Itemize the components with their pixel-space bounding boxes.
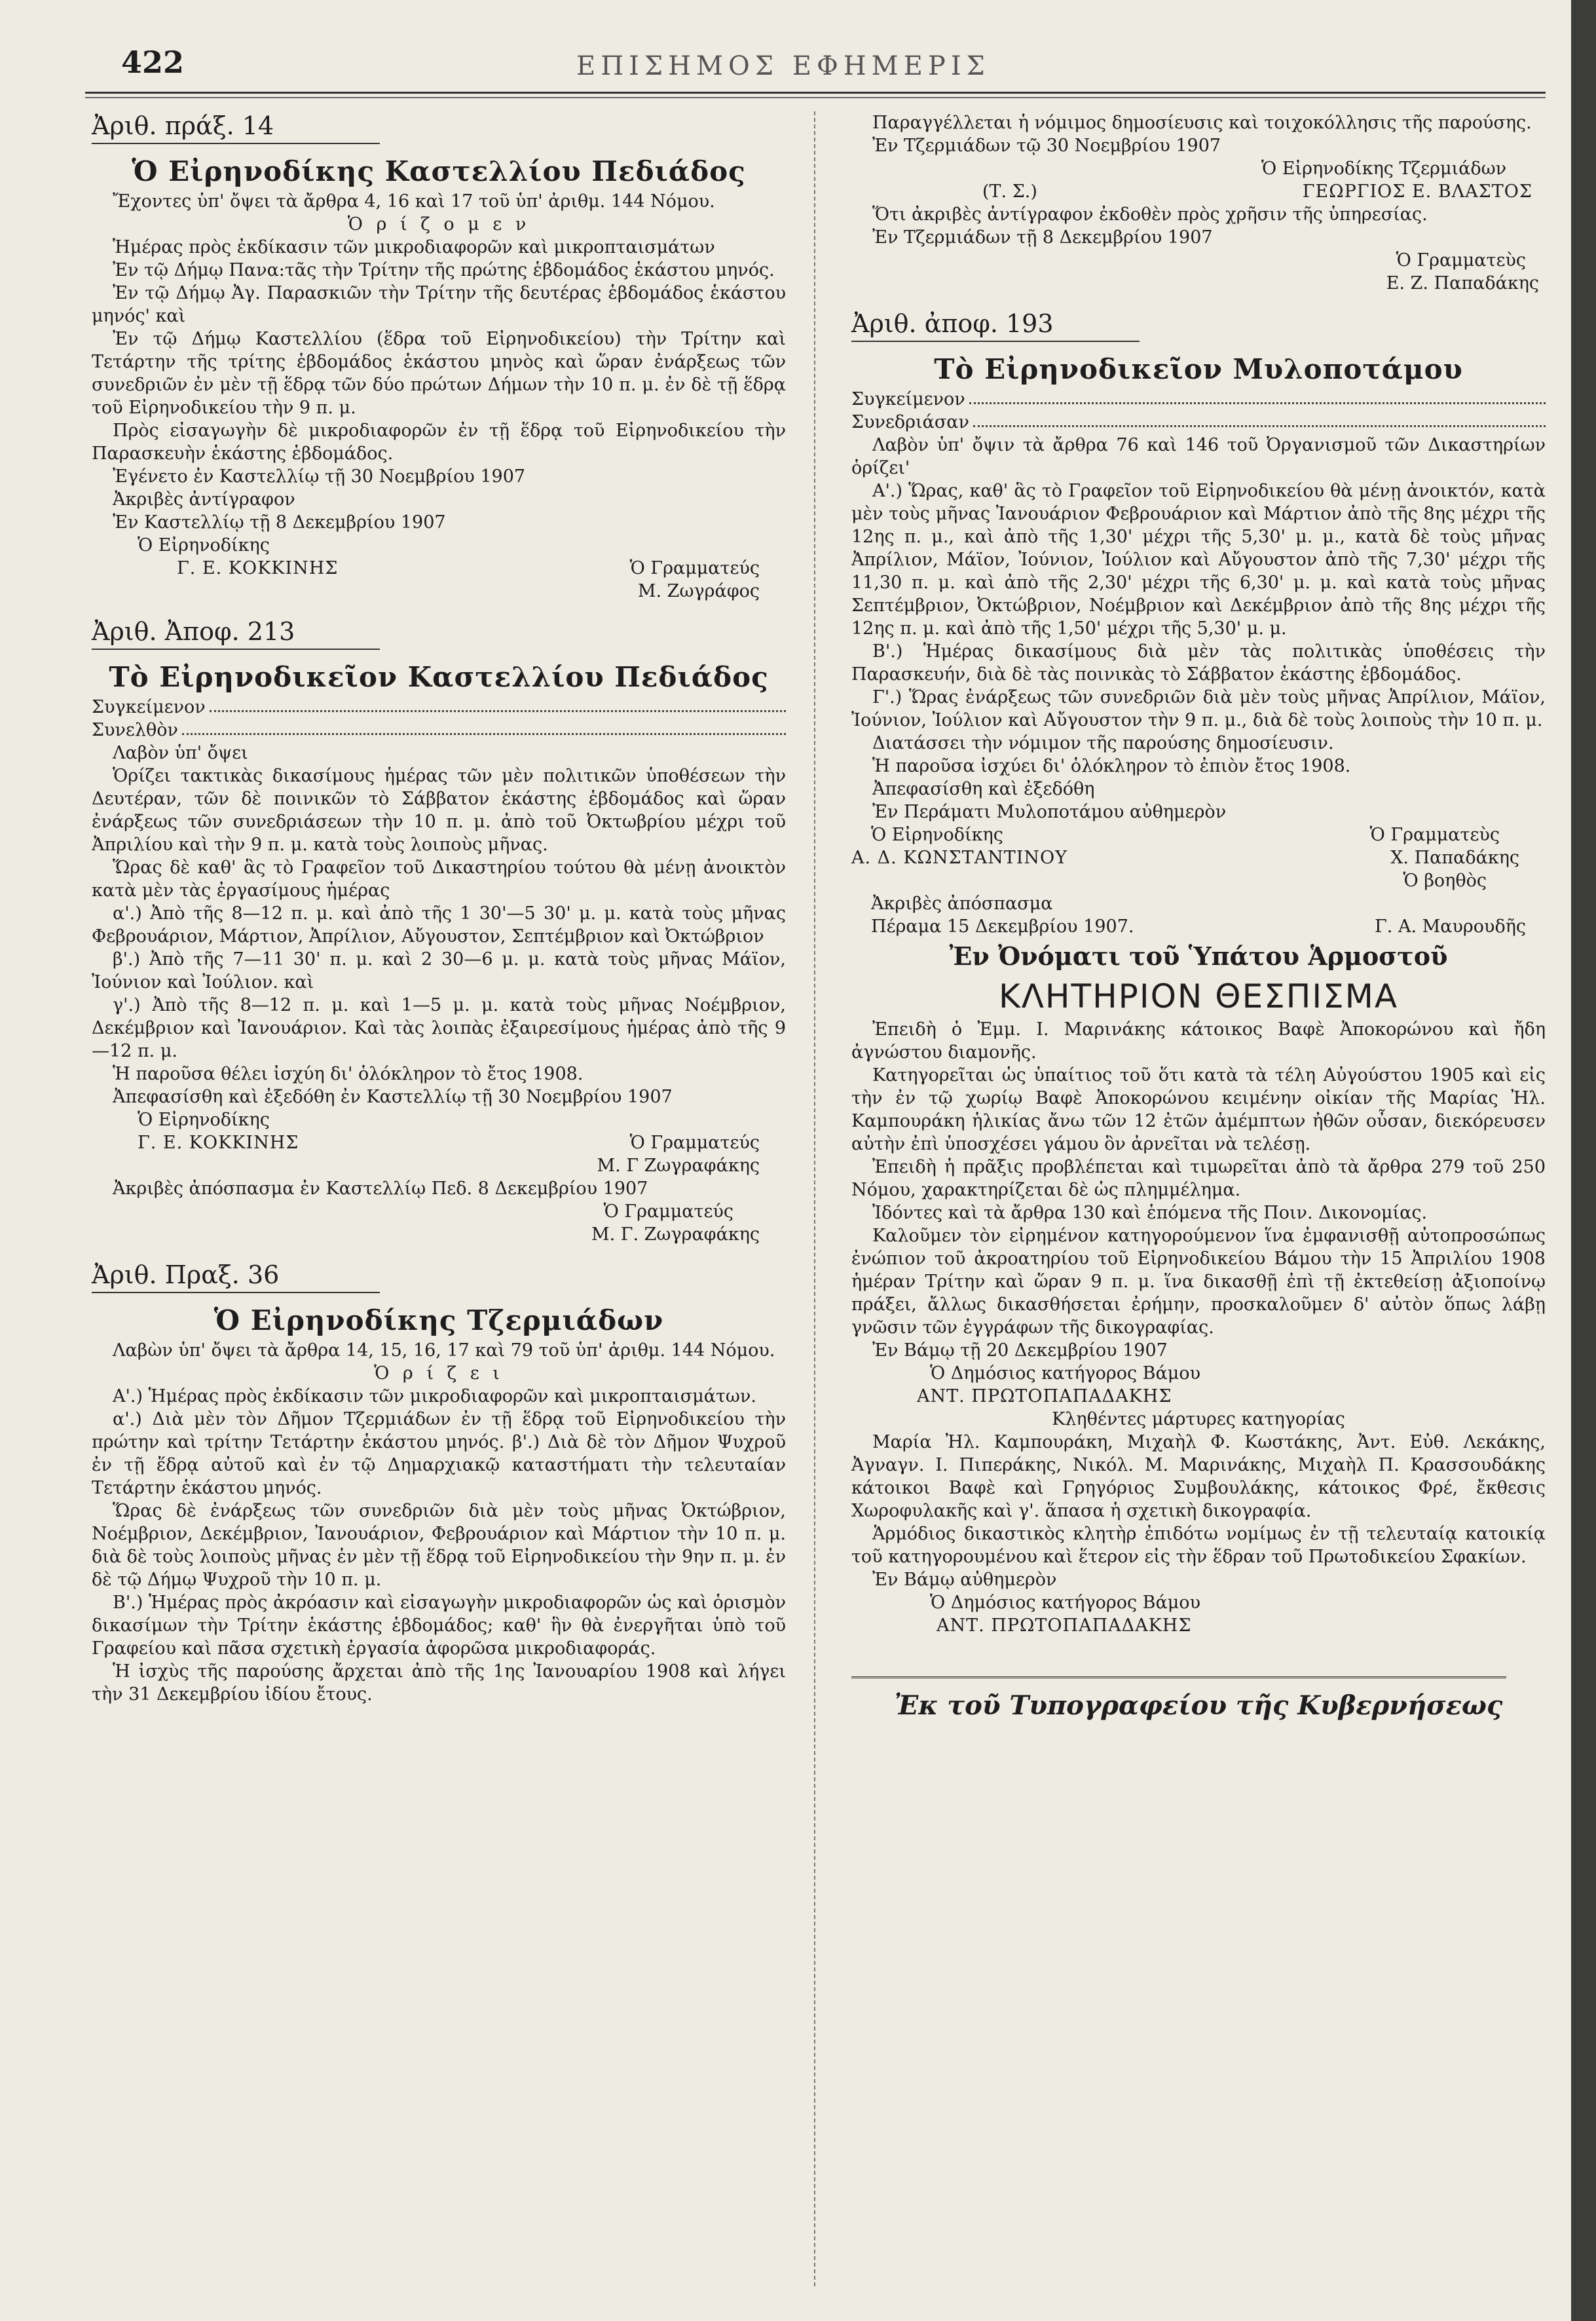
paragraph: Ἔχοντες ὑπ' ὄψει τὰ ἄρθρα 4, 16 καὶ 17 τοῦ ὑπ' ἀριθμ. 144 Νόμου.	[113, 191, 715, 212]
printer-footer: Ἐκ τοῦ Τυπογραφείου τῆς Κυβερνήσεως	[894, 1690, 1503, 1721]
signature-line	[851, 846, 1546, 869]
paragraph: Λαβὸν ὑπ' ὄψιν τὰ ἄρθρα 76 καὶ 146 τοῦ Ὀργανισμοῦ τῶν Δικαστηρίων ὁρίζει'	[851, 435, 1546, 478]
signature-line	[851, 180, 1546, 203]
notice-tzermiadon-continuation	[851, 111, 1546, 295]
number-rule	[92, 143, 380, 144]
paragraph: Ἀκριβὲς ἀπόσπασμα ἐν Καστελλίῳ Πεδ. 8 Δεκεμβρίου 1907	[113, 1179, 648, 1199]
paragraph: α'.) Ἀπὸ τῆς 8—12 π. μ. καὶ ἀπὸ τῆς 1 30'—5 30' μ. μ. κατὰ τοὺς μῆνας Φεβρουάριον, Μάρτιον, Ἀπρίλιον, Αὔγουστον, Σεπτέμβριον καὶ Ὀκτώβριον	[92, 903, 786, 947]
notice-kastelli-act-14	[92, 111, 786, 603]
paragraph: Μαρία Ἠλ. Καμπουράκη, Μιχαὴλ Φ. Κωστάκης, Ἀντ. Εὐθ. Λεκάκης, Ἀγναγν. Ι. Πιπεράκης, Νικόλ. Μ. Μαρινάκης, Μιχαὴλ Π. Κρασσουδάκης κάτοικοι Βαφὲ καὶ Γρηγόριος Συμβουλάκης, κάτοικος Φρέ, ἔκθεσις Χωροφυλακῆς καὶ γ'. ἅπασα ἡ σχετικὴ δικογραφία.	[851, 1432, 1546, 1521]
clerk-name: Χ. Παπαδάκης	[1390, 848, 1519, 868]
paragraph: Ἐν τῷ Δήμῳ Καστελλίου (ἕδρα τοῦ Εἰρηνοδικείου) τὴν Τρίτην καὶ Τετάρτην τῆς τρίτης ἑβδομάδος ἑκάστου μηνὸς καὶ ὥραν ἐνάρξεως τῶν συνεδριῶν ἐν μὲν τῇ ἕδρᾳ τῶν δύο πρώτων Δήμων τὴν 10 π. μ. ἐν δὲ τῇ ἕδρᾳ τοῦ Εἰρηνοδικείου τὴν 9 π. μ.	[92, 329, 786, 418]
court-heading: Ὁ Εἰρηνοδίκης Καστελλίου Πεδιάδος	[132, 155, 746, 187]
signature-line	[851, 915, 1546, 938]
paragraph: Κατηγορεῖται ὡς ὑπαίτιος τοῦ ὅτι κατὰ τὰ τέλη Αὐγούστου 1905 καὶ εἰς τὴν ἐν τῷ χωρίῳ Βαφὲ Ἀποκορώνου κειμένην οἰκίαν τῆς Μαρίας Ἠλ. Καμπουράκη ἡλικίας ἄνω τῶν 12 ἐτῶν ἀμέμπτων ἠθῶν οὖσαν, διεκόρευσεν αὐτὴν ἐπὶ ὑποσχέσει γάμου ὃν ἀρνεῖται νὰ τελέσῃ.	[851, 1065, 1546, 1154]
paragraph: Ἐν Τζερμιάδων τῷ 30 Νοεμβρίου 1907	[872, 136, 1221, 156]
paragraph: Ἐπειδὴ ἡ πρᾶξις προβλέπεται καὶ τιμωρεῖται ἀπὸ τὰ ἄρθρα 279 τοῦ 250 Νόμου, χαρακτηρίζεται δὲ ὡς πλημμέλημα.	[851, 1157, 1546, 1200]
paragraph: Α'.) Ὥρας, καθ' ἃς τὸ Γραφεῖον τοῦ Εἰρηνοδικείου θὰ μένῃ ἀνοικτόν, κατὰ μὲν τοὺς μῆνας Ἰανουάριον Φεβρουάριον καὶ Μάρτιον ἀπὸ τῆς 8ης μέχρι τῆς 12ης π. μ., καὶ ἀπὸ τῆς 1,30' μέχρι τῆς 5,30' μ. μ., κατὰ δὲ τοὺς μῆνας Ἀπρίλιον, Μάϊον, Ἰούνιον, Ἰούλιον καὶ Αὔγουστον ἀπὸ τῆς 7,30' μέχρι τῆς 11,30 π. μ. καὶ ἀπὸ τῆς 2,30' μέχρι τῆς 6,30' μ. μ. καὶ κατὰ τοὺς μῆνας Σεπτέμβριον, Ὀκτώβριον, Νοέμβριον καὶ Δεκέμβριον ἀπὸ τῆς 8ης μέχρι τῆς 12ης π. μ. καὶ ἀπὸ τῆς 1,50' μέχρι τῆς 5,30' μ. μ.	[851, 481, 1546, 639]
paragraph: Ὁρίζει τακτικὰς δικασίμους ἡμέρας τῶν μὲν πολιτικῶν ὑποθέσεων τὴν Δευτέραν, τῶν δὲ ποινικῶν τὸ Σάββατον ἑκάστης ἑβδομάδος καὶ ὥραν ἐνάρξεως τῶν συνεδριάσεων τὴν 10 π. μ. ἀπὸ τοῦ Ὀκτωβρίου μέχρι τοῦ Ἀπριλίου καὶ τὴν 9 π. μ. κατὰ τοὺς λοιποὺς μῆνας.	[92, 766, 786, 855]
right-column	[851, 111, 1546, 1721]
judge-name: Α. Δ. ΚΩΝΣΤΑΝΤΙΝΟΥ	[851, 848, 1067, 868]
paragraph: Λαβὸν ὑπ' ὄψει	[113, 743, 248, 763]
clerk-name: Μ. Γ. Ζωγραφάκης	[591, 1224, 760, 1245]
judge-name: Γ. Ε. ΚΟΚΚΙΝΗΣ	[177, 558, 339, 578]
dotted-label: Συγκείμενον	[92, 697, 206, 717]
paragraph: Ὅτι ἀκριβὲς ἀντίγραφον ἐκδοθὲν πρὸς χρῆσιν τῆς ὑπηρεσίας.	[872, 204, 1428, 225]
court-heading: Ὁ Εἰρηνοδίκης Τζερμιάδων	[213, 1304, 664, 1336]
paragraph: Γ'.) Ὥρας ἐνάρξεως τῶν συνεδριῶν διὰ μὲν τοὺς μῆνας Ἀπρίλιον, Μάϊον, Ἰούνιον, Ἰούλιον καὶ Αὔγουστον τὴν 9 π. μ., διὰ δὲ τοὺς λοιποὺς τὴν 10 π. μ.	[851, 687, 1546, 730]
judge-name: ΓΕΩΡΓΙΟΣ Ε. ΒΛΑΣΤΟΣ	[1302, 181, 1532, 202]
paragraph: Β'.) Ἡμέρας δικασίμους διὰ μὲν τὰς πολιτικὰς ὑποθέσεις τὴν Παρασκευήν, διὰ δὲ τὰς ποινικὰς τὸ Σάββατον ἑκάστης ἑβδομάδος.	[851, 641, 1546, 685]
paragraph: Ἐν τῷ Δήμῳ Ἀγ. Παρασκιῶν τὴν Τρίτην τῆς δευτέρας ἑβδομάδος ἑκάστου μηνός' καὶ	[92, 283, 786, 326]
orizei-heading: Ὁ ρ ί ζ ε ι	[374, 1363, 504, 1384]
paragraph: Διατάσσει τὴν νόμιμον τῆς παρούσης δημοσίευσιν.	[872, 733, 1334, 753]
paragraph: Ἀκριβὲς ἀντίγραφον	[113, 489, 295, 510]
paragraph: Α'.) Ἡμέρας πρὸς ἐκδίκασιν τῶν μικροδιαφορῶν καὶ μικροπταισμάτων.	[113, 1386, 756, 1406]
signature-line	[92, 1131, 786, 1154]
copy-note: Ἀκριβὲς ἀπόσπασμα	[871, 894, 1053, 914]
dotted-line	[92, 719, 786, 742]
signature-line	[92, 557, 786, 580]
page-number: 422	[121, 45, 185, 80]
assistant-title: Ὁ βοηθὸς	[1403, 871, 1487, 891]
notice-tzermiadon-act-36	[92, 1260, 786, 1706]
signature-title: Ὁ Δημόσιος κατήγορος Βάμου	[930, 1363, 1200, 1384]
dotted-label: Συγκείμενον	[851, 389, 965, 409]
paragraph: Ἐν τῷ Δήμῳ Πανα:τᾶς τὴν Τρίτην τῆς πρώτης ἑβδομάδος ἑκάστου μηνός.	[113, 260, 775, 280]
paragraph: Ἐν Τζερμιάδων τῇ 8 Δεκεμβρίου 1907	[872, 227, 1213, 248]
act-number: Ἀριθ. Πραξ. 36	[92, 1260, 280, 1289]
paragraph: Παραγγέλλεται ἡ νόμιμος δημοσίευσις καὶ τοιχοκόλλησις τῆς παρούσης.	[872, 113, 1532, 133]
dotted-line	[851, 388, 1546, 411]
prosecutor-name: ΑΝΤ. ΠΡΩΤΟΠΑΠΑΔΑΚΗΣ	[917, 1386, 1172, 1406]
court-heading: Τὸ Εἰρηνοδικεῖον Μυλοποτάμου	[934, 353, 1463, 385]
paragraph: Πρὸς εἰσαγωγὴν δὲ μικροδιαφορῶν ἐν τῇ ἕδρᾳ τοῦ Εἰρηνοδικείου τὴν Παρασκευὴν ἑκάστης ἑβδομάδος.	[92, 421, 786, 464]
place-date: Πέραμα 15 Δεκεμβρίου 1907.	[871, 916, 1134, 937]
orizomen-heading: Ὁ ρ ί ζ ο μ ε ν	[347, 214, 530, 235]
paragraph: Ἐν Καστελλίῳ τῇ 8 Δεκεμβρίου 1907	[113, 512, 446, 533]
signature-line	[851, 823, 1546, 846]
paragraph: Ἐν Περάματι Μυλοποτάμου αὐθημερὸν	[872, 802, 1227, 822]
dotted-label: Συνελθὸν	[92, 720, 178, 740]
summons-decree	[851, 938, 1546, 1637]
assistant-name: Γ. Α. Μαυρουδῆς	[1375, 916, 1526, 937]
clerk-title: Ὁ Γραμματεύς	[629, 1133, 760, 1153]
paragraph: Ἰδόντες καὶ τὰ ἄρθρα 130 καὶ ἑπόμενα τῆς Ποιν. Δικονομίας.	[872, 1203, 1428, 1223]
footer-rule	[851, 1676, 1506, 1678]
paragraph: Ἁρμόδιος δικαστικὸς κλητὴρ ἐπιδότω νομίμως ἐν τῇ τελευταίᾳ κατοικίᾳ τοῦ κατηγορουμένου καὶ ἕτερον εἰς τὴν ἕδραν τοῦ Πρωτοδικείου Σφακίων.	[851, 1524, 1546, 1567]
paragraph: Ἀπεφασίσθη καὶ ἐξεδόθη	[872, 779, 1095, 799]
notice-kastelli-decision-213	[92, 617, 786, 1246]
paragraph: Ὥρας δὲ καθ' ἃς τὸ Γραφεῖον τοῦ Δικαστηρίου τούτου θὰ μένῃ ἀνοικτὸν κατὰ μὲν τὰς ἐργασίμους ἡμέρας	[92, 858, 786, 901]
judge-title: Ὁ Εἰρηνοδίκης	[871, 825, 1003, 845]
decision-number: Ἀριθ. Ἀποφ. 213	[92, 617, 295, 646]
paragraph: Ἐν Βάμῳ αὐθημερὸν	[872, 1570, 1057, 1590]
seal-mark: (Τ. Σ.)	[982, 181, 1037, 202]
signature-title: Ὁ Εἰρηνοδίκης	[138, 535, 270, 556]
number-rule	[92, 649, 380, 650]
dotted-line	[851, 411, 1546, 434]
court-heading: Τὸ Εἰρηνοδικεῖον Καστελλίου Πεδιάδος	[109, 661, 769, 693]
header-rule	[85, 92, 1546, 98]
left-column	[92, 111, 786, 1706]
paragraph: Ἡμέρας πρὸς ἐκδίκασιν τῶν μικροδιαφορῶν καὶ μικροπταισμάτων	[113, 237, 715, 257]
signature-title: Ὁ Δημόσιος κατήγορος Βάμου	[930, 1593, 1200, 1613]
witness-heading: Κληθέντες μάρτυρες κατηγορίας	[1052, 1409, 1345, 1429]
paragraph: β'.) Ἀπὸ τῆς 7—11 30' π. μ. καὶ 2 30—6 μ. μ. κατὰ τοὺς μῆνας Μάϊον, Ἰούνιον καὶ Ἰούλιον. καὶ	[92, 949, 786, 992]
notice-mylopotamos-decision-193	[851, 309, 1546, 938]
paragraph: Ὥρας δὲ ἐνάρξεως τῶν συνεδριῶν διὰ μὲν τοὺς μῆνας Ὀκτώβριον, Νοέμβριον, Δεκέμβριον, Ἰανουάριον, Φεβρουάριον καὶ Μάρτιον τὴν 10 π. μ. διὰ δὲ τοὺς λοιποὺς μῆνας ἐν μὲν τῇ ἕδρᾳ τοῦ Εἰρηνοδικείου τὴν 9ην π. μ. ἐν δὲ τῷ Δήμῳ Ψυχροῦ τὴν 10 π. μ.	[92, 1501, 786, 1590]
clerk-title: Ὁ Γραμματεύς	[629, 558, 760, 578]
paragraph: γ'.) Ἀπὸ τῆς 8—12 π. μ. καὶ 1—5 μ. μ. κατὰ τοὺς μῆνας Νοέμβριον, Δεκέμβριον καὶ Ἰανουάριον. Καὶ τὰς λοιπὰς ἐξαιρεσίμους ἡμέρας ἀπὸ τῆς 9—12 π. μ.	[92, 995, 786, 1061]
paragraph: Καλοῦμεν τὸν εἰρημένον κατηγορούμενον ἵνα ἐμφανισθῇ αὐτοπροσώπως ἐνώπιον τοῦ ἀκροατηρίου τοῦ Εἰρηνοδικείου Βάμου τὴν 15 Ἀπριλίου 1908 ἡμέραν Τρίτην καὶ ὥραν 9 π. μ. ἵνα δικασθῇ ἐπὶ τῇ ἐκτεθείσῃ ἀξιοποίνῳ πράξει, ἄλλως δικασθήσεται ἐρήμην, προσκαλοῦμεν δ' αὐτὸν ὅπως λάβῃ γνῶσιν τῶν ἐγγράφων τῆς δικογραφίας.	[851, 1226, 1546, 1338]
running-title: ΕΠΙΣΗΜΟΣ ΕΦΗΜΕΡΙΣ	[576, 51, 990, 81]
paragraph: Ἡ παροῦσα ἰσχύει δι' ὁλόκληρον τὸ ἐπιὸν ἔτος 1908.	[872, 756, 1351, 776]
clerk-title: Ὁ Γραμματεὺς	[1369, 825, 1500, 845]
decision-number: Ἀριθ. ἀποφ. 193	[851, 309, 1054, 338]
column-separator	[814, 111, 815, 2286]
paragraph: α'.) Διὰ μὲν τὸν Δῆμον Τζερμιάδων ἐν τῇ ἕδρᾳ τοῦ Εἰρηνοδικείου τὴν πρώτην καὶ τρίτην Τετάρτην ἑκάστου μηνός. β'.) Διὰ δὲ τὸν Δῆμον Ψυχροῦ ἐν τῇ ἕδρᾳ αὐτοῦ καὶ ἐν τῷ Δημαρχιακῷ καταστήματι τὴν τελευταίαν Τετάρτην ἑκάστου μηνός.	[92, 1409, 786, 1498]
dotted-line	[92, 696, 786, 719]
paragraph: Ἐν Βάμῳ τῇ 20 Δεκεμβρίου 1907	[872, 1340, 1168, 1361]
clerk-title: Ὁ Γραμματεύς	[603, 1201, 733, 1222]
act-number: Ἀριθ. πράξ. 14	[92, 111, 274, 140]
paragraph: Β'.) Ἡμέρας πρὸς ἀκρόασιν καὶ εἰσαγωγὴν μικροδιαφορῶν ὡς καὶ ὁρισμὸν δικασίμων τὴν Τρίτην ἑκάστης ἑβδομάδος; καθ' ἣν θὰ ἐνεργῆται ὑπὸ τοῦ Γραφείου καὶ πᾶσα σχετικὴ ἐργασία ἀφορῶσα μικροδιαφοράς.	[92, 1593, 786, 1659]
paragraph: Ἐγένετο ἐν Καστελλίῳ τῇ 30 Νοεμβρίου 1907	[113, 466, 526, 487]
paragraph: Ἡ ἰσχὺς τῆς παρούσης ἄρχεται ἀπὸ τῆς 1ης Ἰανουαρίου 1908 καὶ λήγει τὴν 31 Δεκεμβρίου ἰδίου ἔτους.	[92, 1661, 786, 1705]
paragraph: Λαβὼν ὑπ' ὄψει τὰ ἄρθρα 14, 15, 16, 17 καὶ 79 τοῦ ὑπ' ἀριθμ. 144 Νόμου.	[113, 1340, 775, 1361]
clerk-name: Ε. Ζ. Παπαδάκης	[1386, 273, 1539, 293]
decree-subtitle: ΚΛΗΤΗΡΙΟΝ ΘΕΣΠΙΣΜΑ	[998, 977, 1399, 1015]
signature-title: Ὁ Εἰρηνοδίκης	[138, 1110, 270, 1130]
decree-title: Ἐν Ὀνόματι τοῦ Ὑπάτου Ἁρμοστοῦ	[949, 941, 1448, 971]
number-rule	[92, 1292, 380, 1293]
number-rule	[851, 341, 1140, 342]
dotted-label: Συνεδριάσαν	[851, 412, 969, 432]
paragraph: Ἡ παροῦσα θέλει ἰσχύη δι' ὁλόκληρον τὸ ἔτος 1908.	[113, 1064, 584, 1084]
paragraph: Ἀπεφασίσθη καὶ ἐξεδόθη ἐν Καστελλίῳ τῇ 30 Νοεμβρίου 1907	[113, 1087, 673, 1107]
clerk-name: Μ. Γ Ζωγραφάκης	[597, 1156, 760, 1176]
prosecutor-name: ΑΝΤ. ΠΡΩΤΟΠΑΠΑΔΑΚΗΣ	[937, 1615, 1192, 1636]
page-edge-shadow	[1571, 0, 1596, 2321]
clerk-title: Ὁ Γραμματεὺς	[1396, 250, 1526, 271]
signature-title: Ὁ Εἰρηνοδίκης Τζερμιάδων	[1261, 159, 1506, 179]
paragraph: Ἐπειδὴ ὁ Ἐμμ. Ι. Μαρινάκης κάτοικος Βαφὲ Ἀποκορώνου καὶ ἤδη ἀγνώστου διαμονῆς.	[851, 1019, 1546, 1063]
clerk-name: Μ. Ζωγράφος	[637, 581, 760, 601]
judge-name: Γ. Ε. ΚΟΚΚΙΝΗΣ	[138, 1133, 299, 1153]
